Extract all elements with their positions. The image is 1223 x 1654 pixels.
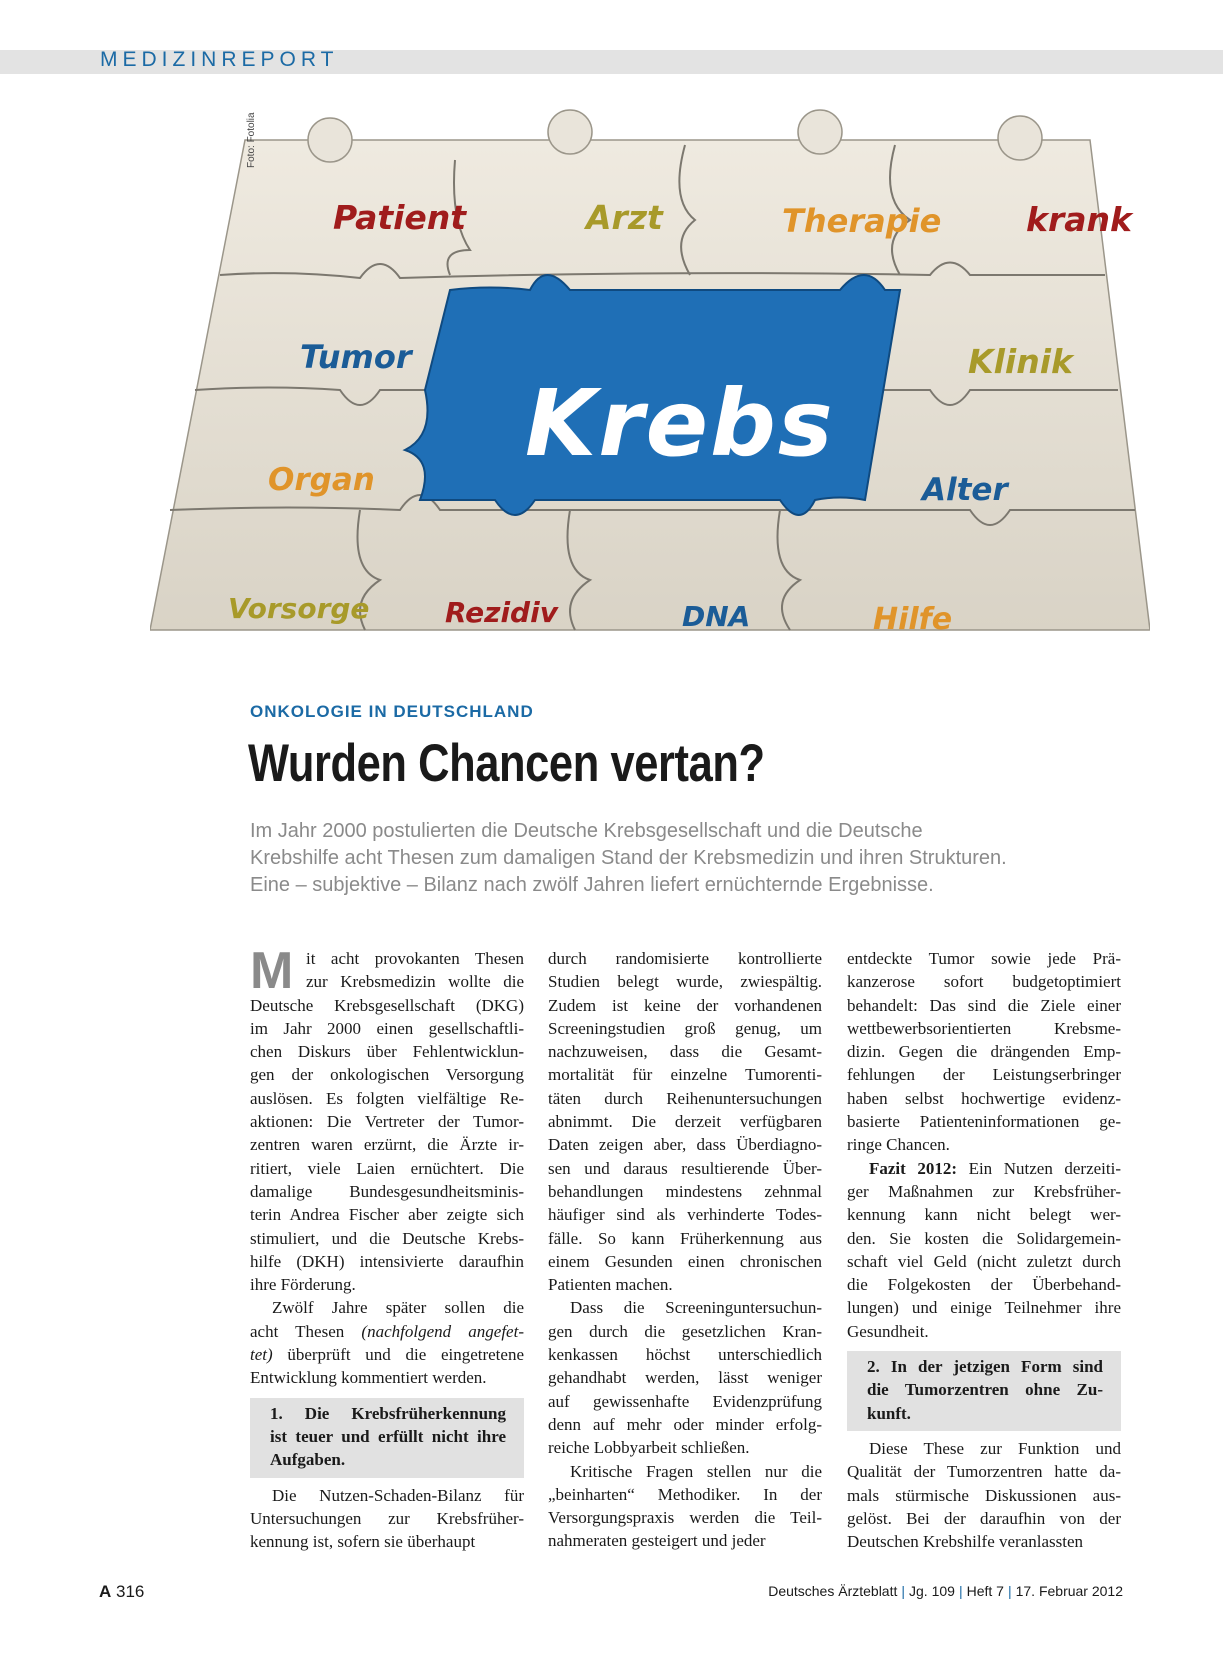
- journal-name: Deutsches Ärzteblatt: [768, 1583, 898, 1599]
- text-column-1: [250, 942, 524, 1553]
- text-line: mortalität für einzelne Tumorenti-: [548, 1065, 822, 1085]
- puzzle-word-tumor: Tumor: [300, 338, 412, 376]
- photo-credit: Foto: Fotolia: [246, 112, 257, 168]
- text-span: acht Thesen: [250, 1321, 362, 1341]
- text-line: wettbewerbsorientierten Krebsme-: [847, 1018, 1121, 1038]
- text-line: 1. Die Krebsfrüherkennung: [270, 1403, 506, 1423]
- text-line: auslösen. Es folgten vielfältige Re-: [250, 1088, 524, 1108]
- text-line: abnimmt. Die derzeit verfügbaren: [548, 1112, 822, 1132]
- puzzle-word-dna: DNA: [682, 600, 751, 633]
- text-line: ist teuer und erfüllt nicht ihre: [270, 1426, 506, 1446]
- text-line: Studien belegt wurde, zwiespältig.: [548, 972, 822, 992]
- text-line: den. Sie kosten die Solidargemein-: [847, 1228, 1121, 1248]
- text-line: hilfe (DKH) intensivierte daraufhin: [250, 1251, 524, 1271]
- text-line: kennung kann nicht belegt wer-: [847, 1205, 1121, 1225]
- text-line: Kritische Fragen stellen nur die: [570, 1461, 822, 1481]
- text-line: stimuliert, und die Deutsche Krebs-: [250, 1228, 524, 1248]
- text-line: durch randomisierte kontrollierte: [548, 949, 822, 968]
- page-prefix: A: [99, 1582, 112, 1601]
- text-line: nahmeraten gesteigert und jeder: [548, 1531, 766, 1551]
- text-line: behandelt: Das sind die Ziele einer: [847, 995, 1121, 1015]
- puzzle-word-therapie: Therapie: [782, 202, 942, 240]
- text-line: im Jahr 2000 einen gesellschaftli-: [250, 1018, 524, 1038]
- italic-span: (nachfolgend angefet-: [361, 1321, 524, 1341]
- text-span: Ein Nutzen derzeiti-: [957, 1158, 1121, 1178]
- puzzle-word-arzt: Arzt: [586, 198, 663, 237]
- italic-span: tet): [250, 1345, 273, 1365]
- page-number-value: 316: [116, 1582, 145, 1601]
- puzzle-word-hilfe: Hilfe: [873, 602, 953, 637]
- text-line: ger Maßnahmen zur Krebsfrüher-: [847, 1181, 1121, 1201]
- text-line: kunft.: [867, 1403, 911, 1423]
- fazit-label: Fazit 2012:: [869, 1158, 958, 1178]
- thesis-box-1: [250, 1398, 524, 1478]
- text-line: gelöst. Bei der daraufhin von der: [847, 1508, 1121, 1528]
- text-line: Daten zeigen aber, dass Überdiagno-: [548, 1135, 822, 1155]
- puzzle-word-klinik: Klinik: [968, 342, 1073, 381]
- text-line: ritiert, viele Laien ernüchtert. Die: [250, 1158, 524, 1178]
- text-line: Versorgungspraxis werden die Teil-: [548, 1508, 822, 1528]
- text-line: dizin. Gegen die drängenden Emp-: [847, 1042, 1121, 1062]
- journal-volume: Jg. 109: [909, 1583, 955, 1599]
- text-line: 2. In der jetzigen Form sind: [867, 1357, 1103, 1377]
- text-line: Gesundheit.: [847, 1321, 929, 1341]
- text-line: chen Diskurs über Fehlentwicklun-: [250, 1042, 524, 1062]
- text-span: überprüft und die eingetretene: [272, 1345, 524, 1365]
- text-line: kenkassen höchst unterschiedlich: [548, 1345, 822, 1365]
- text-line: damalige Bundesgesundheitsminis-: [250, 1181, 524, 1201]
- text-line: Zwölf Jahre später sollen die: [272, 1298, 524, 1318]
- text-line: Entwicklung kommentiert werden.: [250, 1368, 487, 1388]
- text-line: häufiger sind als verhinderte Todes-: [548, 1205, 822, 1225]
- text-line: sen und daraus resultierende Über-: [548, 1158, 822, 1178]
- article-lead: [250, 818, 1130, 899]
- text-line: Patienten machen.: [548, 1275, 673, 1295]
- text-line: schaft viel Geld (nicht zuletzt durch: [847, 1251, 1121, 1271]
- text-column-3: [847, 947, 1121, 1553]
- paragraph: [548, 947, 822, 1296]
- article-title: Wurden Chancen vertan?: [248, 734, 765, 793]
- text-line: zur Krebsmedizin wollte die: [306, 972, 524, 992]
- text-line: die Folgekosten der Überbehand-: [847, 1275, 1121, 1295]
- text-line: [250, 1343, 524, 1366]
- text-line: entdeckte Tumor sowie jede Prä-: [847, 949, 1121, 968]
- text-line: Deutsche Krebsgesellschaft (DKG): [250, 995, 524, 1015]
- text-line: behandlungen mindestens zehnmal: [548, 1181, 822, 1201]
- text-line: Die Nutzen-Schaden-Bilanz für: [272, 1485, 524, 1505]
- text-line: mals stürmische Diskussionen aus-: [847, 1485, 1121, 1505]
- text-line: „beinharten“ Methodiker. In der: [548, 1484, 822, 1504]
- puzzle-word-patient: Patient: [333, 198, 467, 237]
- footer-separator: |: [1007, 1583, 1012, 1599]
- lead-line: Eine – subjektive – Bilanz nach zwölf Jahren liefert ernüchternde Ergebnisse.: [250, 874, 934, 896]
- journal-issue: Heft 7: [966, 1583, 1004, 1599]
- puzzle-center-hole: [405, 275, 900, 515]
- text-line: lungen) und einige Teilnehmer ihre: [847, 1298, 1121, 1318]
- puzzle-graphic: [150, 100, 1150, 670]
- text-line: reiche Lobbyarbeit schließen.: [548, 1438, 750, 1458]
- lead-line: Krebshilfe acht Thesen zum damaligen Stand der Krebsmedizin und ihren Strukturen.: [250, 847, 1007, 869]
- drop-cap: M: [250, 942, 294, 1000]
- puzzle-illustration: [150, 100, 1150, 670]
- paragraph: [847, 1180, 1121, 1343]
- text-line: ihre Förderung.: [250, 1275, 356, 1295]
- text-line: Untersuchungen zur Krebsfrüher-: [250, 1508, 524, 1528]
- text-line: die Tumorzentren ohne Zu-: [867, 1380, 1103, 1400]
- footer-separator: |: [901, 1583, 906, 1599]
- text-line: terin Andrea Fischer aber zeigte sich: [250, 1205, 524, 1225]
- text-line: [250, 1320, 524, 1343]
- lead-line: Im Jahr 2000 postulierten die Deutsche Krebsgesellschaft und die Deutsche: [250, 820, 923, 842]
- text-line: [847, 1157, 1121, 1180]
- text-column-2: [548, 947, 822, 1553]
- text-line: Diese These zur Funktion und: [869, 1438, 1121, 1458]
- text-line: basierte Patienteninformationen ge-: [847, 1112, 1121, 1132]
- puzzle-word-rezidiv: Rezidiv: [445, 596, 558, 629]
- footer-separator: |: [958, 1583, 963, 1599]
- text-line: it acht provokanten Thesen: [306, 949, 524, 968]
- text-line: auf gewissenhafte Evidenzprüfung: [548, 1391, 822, 1411]
- text-line: fälle. So kann Früherkennung aus: [548, 1228, 822, 1248]
- journal-date: 17. Februar 2012: [1015, 1583, 1123, 1599]
- text-line: Qualität der Tumorzentren hatte da-: [847, 1462, 1121, 1482]
- text-line: einem Gesunden einen chronischen: [548, 1251, 822, 1271]
- text-line: haben selbst hochwertige evidenz-: [847, 1088, 1121, 1108]
- paragraph: [548, 1460, 822, 1553]
- section-label: MEDIZINREPORT: [100, 48, 339, 71]
- text-line: nachzuweisen, dass die Gesamt-: [548, 1042, 822, 1062]
- paragraph: [250, 994, 524, 1297]
- article-kicker: ONKOLOGIE IN DEUTSCHLAND: [250, 702, 534, 721]
- text-line: ringe Chancen.: [847, 1135, 950, 1155]
- text-line: kennung ist, sofern sie überhaupt: [250, 1532, 476, 1552]
- puzzle-word-krank: krank: [1026, 200, 1132, 239]
- puzzle-word-alter: Alter: [922, 472, 1008, 508]
- text-line: fehlungen der Leistungserbringer: [847, 1065, 1121, 1085]
- text-line: denn auf mehr oder minder erfolg-: [548, 1414, 822, 1434]
- text-line: Screeningstudien groß genug, um: [548, 1018, 822, 1038]
- paragraph: [548, 1296, 822, 1459]
- paragraph: [250, 1484, 524, 1554]
- journal-footer: [768, 1583, 1123, 1599]
- text-line: Deutschen Krebshilfe veranlassten: [847, 1532, 1084, 1552]
- puzzle-word-krebs: Krebs: [525, 370, 835, 477]
- thesis-box-2: [847, 1351, 1121, 1431]
- text-line: gen der onkologischen Versorgung: [250, 1065, 524, 1085]
- paragraph: [847, 1437, 1121, 1553]
- text-line: aktionen: Die Vertreter der Tumor-: [250, 1112, 524, 1132]
- paragraph: [847, 947, 1121, 1157]
- puzzle-word-organ: Organ: [268, 462, 375, 498]
- text-line: zentren waren erzürnt, die Ärzte ir-: [250, 1135, 524, 1155]
- text-line: gen durch die gesetzlichen Kran-: [548, 1321, 822, 1341]
- page-number: [99, 1582, 144, 1602]
- text-line: kanzerose sofort budgetoptimiert: [847, 972, 1121, 992]
- text-line: täten durch Reihenuntersuchungen: [548, 1088, 822, 1108]
- text-line: Dass die Screeninguntersuchun-: [570, 1298, 822, 1318]
- text-line: Zudem ist keine der vorhandenen: [548, 995, 822, 1015]
- text-line: gehandhabt werden, lässt weniger: [548, 1368, 822, 1388]
- puzzle-word-vorsorge: Vorsorge: [228, 592, 370, 625]
- text-line: Aufgaben.: [270, 1450, 346, 1470]
